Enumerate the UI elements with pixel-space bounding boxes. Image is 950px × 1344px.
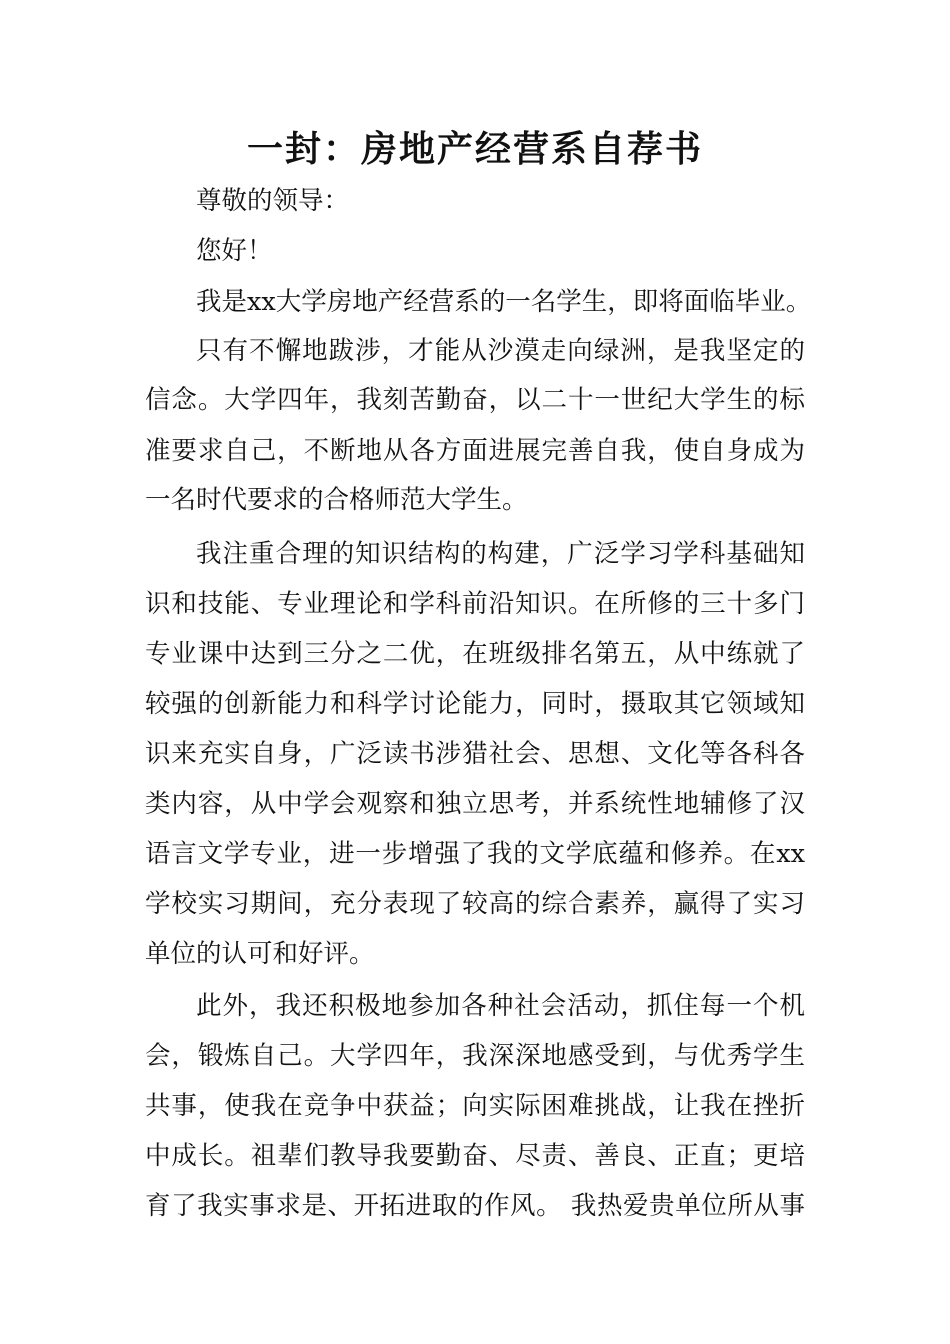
- body-line: 此外，我还积极地参加各种社会活动，抓住每一个机: [196, 991, 805, 1021]
- body-line: 类内容，从中学会观察和独立思考，并系统性地辅修了汉: [145, 789, 805, 819]
- body-line: 一名时代要求的合格师范大学生。: [145, 485, 528, 515]
- body-line: 较强的创新能力和科学讨论能力，同时，摄取其它领域知: [145, 689, 805, 719]
- body-line: 共事，使我在竞争中获益；向实际困难挑战，让我在挫折: [145, 1091, 805, 1121]
- document-title: 一封：房地产经营系自荐书: [246, 129, 703, 170]
- greeting-line: 您好！: [196, 236, 273, 266]
- body-line: 育了我实事求是、开拓进取的作风。 我热爱贵单位所从事: [145, 1191, 805, 1221]
- salutation-line: 尊敬的领导：: [196, 186, 350, 216]
- body-line: 识和技能、专业理论和学科前沿知识。在所修的三十多门: [145, 589, 805, 619]
- body-line: 语言文学专业，进一步增强了我的文学底蕴和修养。在xx: [145, 839, 805, 869]
- body-line: 我注重合理的知识结构的构建，广泛学习学科基础知: [196, 539, 805, 569]
- body-line: 信念。大学四年，我刻苦勤奋，以二十一世纪大学生的标: [145, 385, 805, 415]
- body-line: 专业课中达到三分之二优，在班级排名第五，从中练就了: [145, 639, 805, 669]
- body-line: 准要求自己，不断地从各方面进展完善自我，使自身成为: [145, 436, 805, 466]
- body-line: 我是xx大学房地产经营系的一名学生，即将面临毕业。: [196, 287, 812, 317]
- body-line: 单位的认可和好评。: [145, 939, 375, 969]
- body-line: 识来充实自身，广泛读书涉猎社会、思想、文化等各科各: [145, 739, 805, 769]
- body-line: 只有不懈地跋涉，才能从沙漠走向绿洲，是我坚定的: [196, 336, 805, 366]
- body-line: 学校实习期间，充分表现了较高的综合素养，赢得了实习: [145, 889, 805, 919]
- body-line: 会，锻炼自己。大学四年，我深深地感受到，与优秀学生: [145, 1041, 805, 1071]
- body-line: 中成长。祖辈们教导我要勤奋、尽责、善良、正直；更培: [145, 1141, 805, 1171]
